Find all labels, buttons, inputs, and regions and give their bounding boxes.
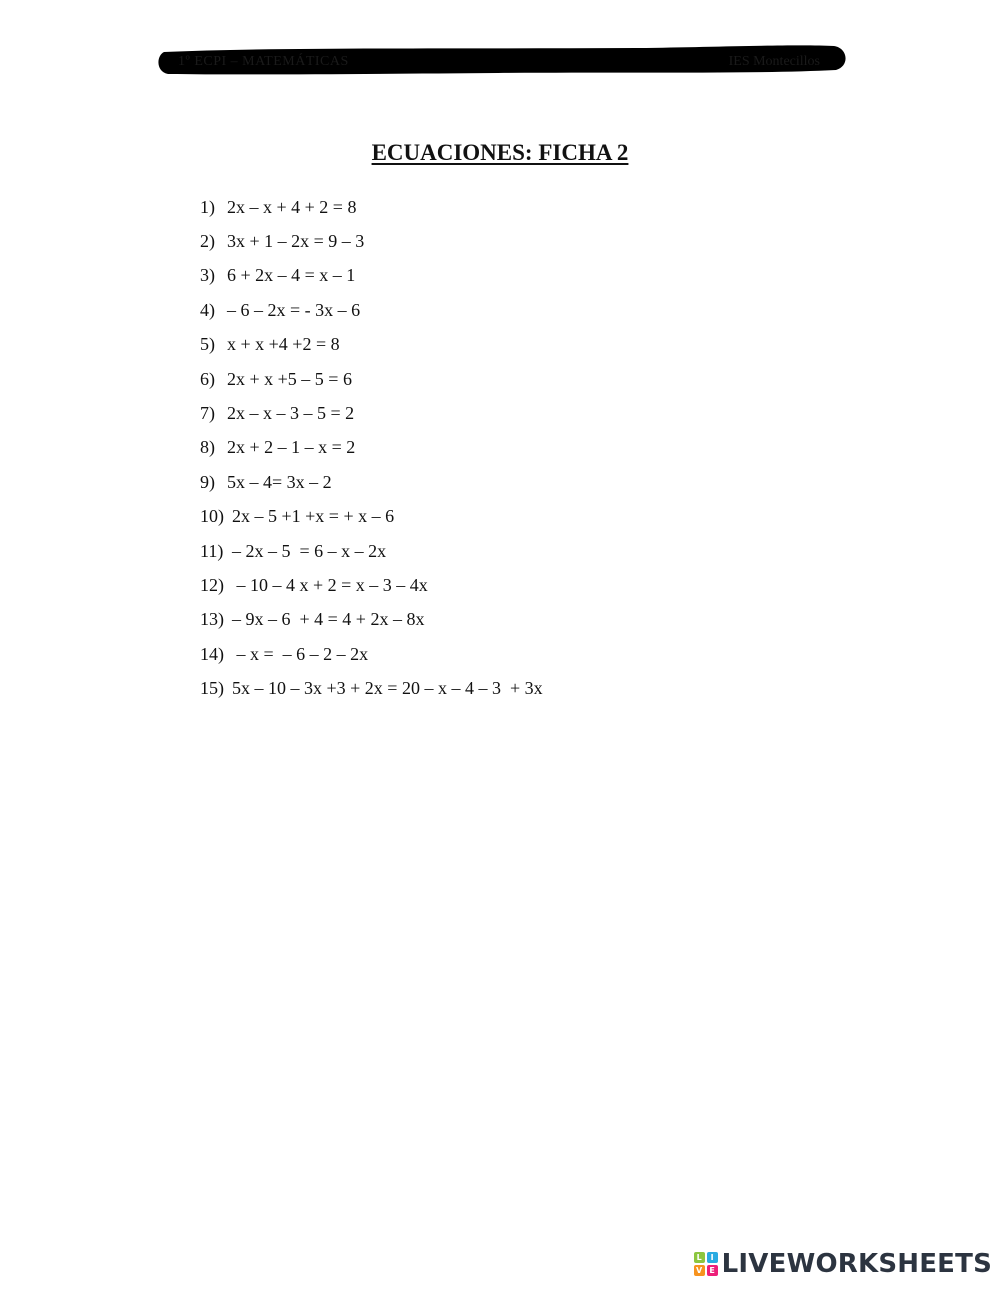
logo-tile-e: E	[707, 1265, 718, 1276]
equation-item	[200, 637, 543, 671]
equation-number: 13)	[200, 609, 224, 630]
logo-tile-v: V	[694, 1265, 705, 1276]
equation-text: x + x +4 +2 = 8	[227, 334, 340, 355]
equation-text: 2x + 2 – 1 – x = 2	[227, 437, 356, 458]
equation-number: 3)	[200, 265, 215, 286]
equation-text: 3x + 1 – 2x = 9 – 3	[227, 231, 365, 252]
equation-number: 11)	[200, 540, 224, 561]
equation-text: 2x – x – 3 – 5 = 2	[227, 403, 355, 424]
equation-number: 9)	[200, 471, 215, 492]
liveworksheets-wordmark: LIVEWORKSHEETS	[721, 1249, 992, 1279]
equation-list	[200, 190, 543, 706]
equation-item	[200, 224, 543, 258]
equation-item	[200, 431, 543, 465]
equation-text: 5x – 4= 3x – 2	[227, 471, 332, 492]
equation-number: 8)	[200, 437, 215, 458]
equation-item	[200, 568, 543, 602]
equation-item	[200, 396, 543, 430]
equation-text: 2x + x +5 – 5 = 6	[227, 368, 352, 389]
header-course-label: 1º ECPI – MATEMÁTICAS	[178, 54, 349, 69]
equation-number: 6)	[200, 368, 215, 389]
equation-item	[200, 362, 543, 396]
equation-number: 7)	[200, 403, 215, 424]
equation-text: – 10 – 4 x + 2 = x – 3 – 4x	[232, 574, 428, 595]
equation-text: 5x – 10 – 3x +3 + 2x = 20 – x – 4 – 3 + 3x	[232, 678, 543, 699]
equation-number: 14)	[200, 643, 224, 664]
equation-number: 5)	[200, 334, 215, 355]
liveworksheets-brand	[694, 1249, 992, 1279]
equation-item	[200, 293, 543, 327]
equation-number: 12)	[200, 574, 224, 595]
equation-number: 4)	[200, 299, 215, 320]
worksheet-title-wrapper	[0, 140, 1000, 166]
equation-item	[200, 190, 543, 224]
equation-item	[200, 465, 543, 499]
logo-tile-l: L	[694, 1252, 705, 1263]
equation-number: 10)	[200, 506, 224, 527]
equation-item	[200, 259, 543, 293]
equation-item	[200, 534, 543, 568]
equation-text: – x = – 6 – 2 – 2x	[232, 643, 369, 664]
equation-text: 2x – 5 +1 +x = + x – 6	[232, 506, 395, 527]
equation-item	[200, 500, 543, 534]
equation-number: 15)	[200, 678, 224, 699]
equation-item	[200, 328, 543, 362]
worksheet-title: ECUACIONES: FICHA 2	[371, 140, 629, 165]
equation-number: 2)	[200, 231, 215, 252]
equation-number: 1)	[200, 196, 215, 217]
equation-item	[200, 671, 543, 705]
equation-item	[200, 603, 543, 637]
header-school-label: IES Montecillos	[728, 54, 820, 69]
equation-text: – 2x – 5 = 6 – x – 2x	[232, 540, 387, 561]
equation-text: – 6 – 2x = - 3x – 6	[227, 299, 361, 320]
equation-text: 6 + 2x – 4 = x – 1	[227, 265, 356, 286]
equation-text: 2x – x + 4 + 2 = 8	[227, 196, 357, 217]
logo-tile-i: I	[707, 1252, 718, 1263]
equation-text: – 9x – 6 + 4 = 4 + 2x – 8x	[232, 609, 425, 630]
redacted-header-bar	[158, 42, 848, 76]
liveworksheets-logo-icon	[694, 1252, 718, 1276]
